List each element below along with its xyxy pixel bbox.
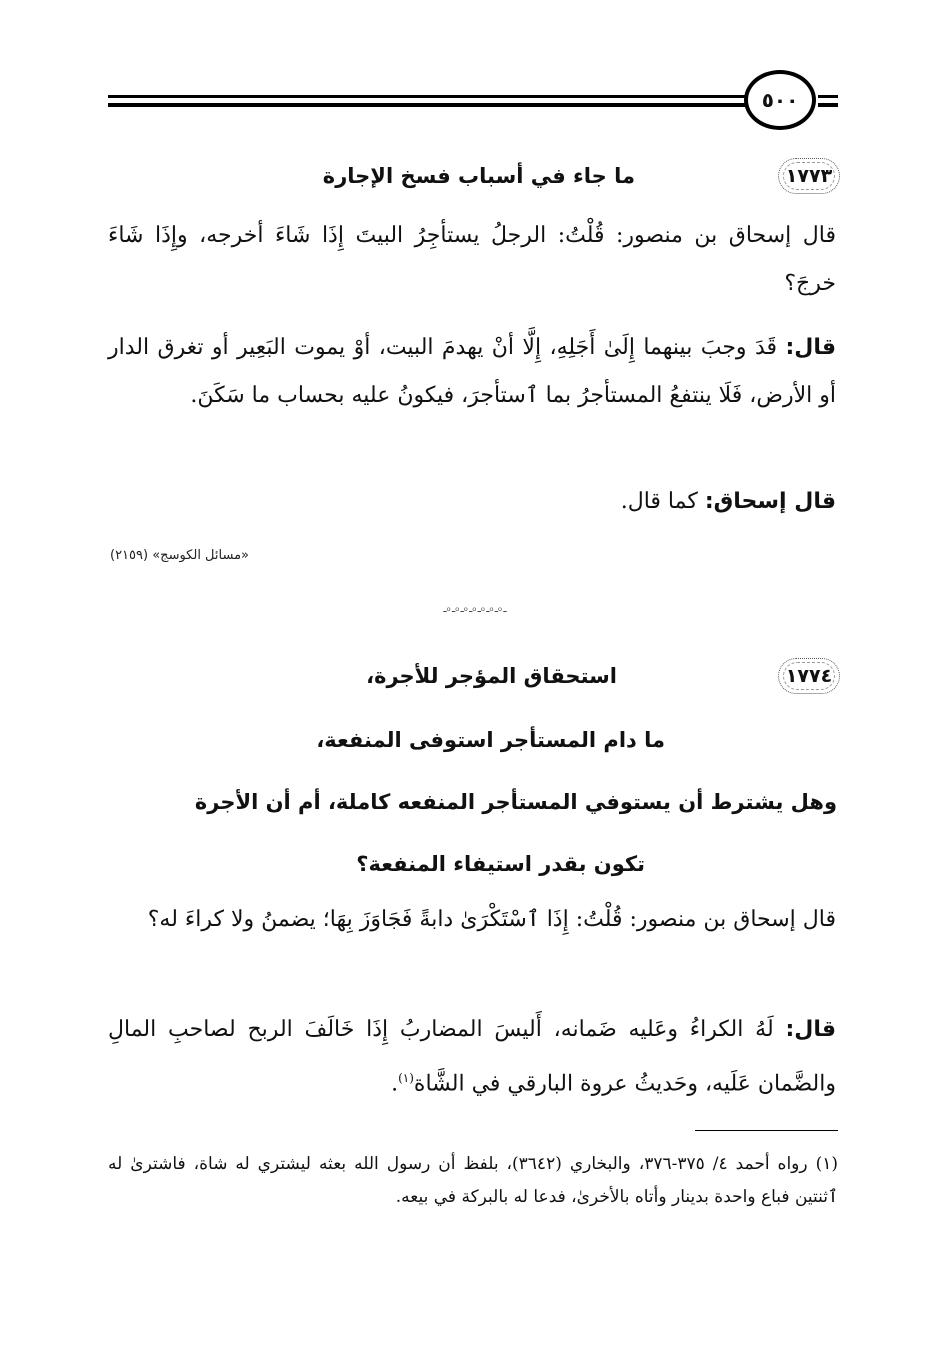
speaker-label: قال إسحاق: [704, 489, 836, 514]
answer-end: . [391, 1071, 399, 1097]
answer-text: لَهُ الكراءُ وعَليه ضَمانه، أَليسَ المضاربُ إِذَا خَالَفَ الربح لصاحبِ المالِ والضَّمان عَلَيه، وحَديثُ عروة البارقي في الشَّاة [108, 1017, 836, 1097]
header-rule-right-bottom [818, 103, 838, 107]
source-reference: «مسائل الكوسج» (٢١٥٩) [110, 548, 249, 563]
paragraph-question: قال إسحاق بن منصور: قُلْتُ: إِذَا ٱسْتَكْرَىٰ دابةً فَجَاوَزَ بِهَا؛ يضمنُ ولا كراءَ له؟ [147, 907, 836, 932]
section-divider-ornament: ـ৹ـ৹ـ৹ـ৹ـ৹ـ৹ـ৹ـ [443, 602, 507, 615]
answer-text: قَدَ وجبَ بينهما إِلَىٰ أَجَلِهِ، إِلَّا أنْ يهدمَ البيت، أوْ يموت البَعِير أو تغرق الدار أو الأرض، فَلَا ينتفعُ المستأجرُ بما ٱستأجرَ، فيكونُ عليه بحساب ما سَكَنَ. [108, 335, 836, 408]
footnote-rule [695, 1130, 838, 1131]
header-rule-top [108, 95, 748, 98]
speaker-label: قال: [785, 335, 836, 360]
header-rule-right-top [818, 95, 838, 98]
paragraph-question: قال إسحاق بن منصور: قُلْتُ: الرجلُ يستأجِرُ البيتَ إِذَا شَاءَ أخرجه، وإِذَا شَاءَ خرجَ؟ [108, 223, 836, 296]
paragraph-answer [108, 324, 836, 420]
page-number: ٥٠٠ [744, 70, 816, 130]
section-number-badge: ١٧٧٣ [778, 158, 840, 194]
section-number-badge: ١٧٧٤ [778, 658, 840, 694]
section-title-line3: وهل يشترط أن يستوفي المستأجر المنفعه كاملة، أم أن الأجرة [194, 790, 837, 814]
ishaq-text: كما قال. [620, 489, 705, 514]
section-title: ما جاء في أسباب فسخ الإجارة [322, 164, 635, 188]
section-title-line2: ما دام المستأجر استوفى المنفعة، [316, 728, 665, 752]
speaker-label: قال: [785, 1017, 836, 1042]
paragraph-answer [108, 1006, 836, 1108]
section-title-line1: استحقاق المؤجر للأجرة، [366, 664, 617, 688]
section-title-line4: تكون بقدر استيفاء المنفعة؟ [356, 852, 645, 876]
footnote: (١) رواه أحمد ٤/ ٣٧٥-٣٧٦، والبخاري (٣٦٤٢)، بلفظ أن رسول الله بعثه ليشتري له شاة، فاشترىٰ له ٱثنتين فباع واحدة بدينار وأتاه بالأخرىٰ، فدعا له بالبركة في بيعه. [108, 1154, 838, 1207]
footnote-marker: (١) [398, 1071, 414, 1085]
paragraph-ishaq [108, 478, 836, 526]
header-rule-bottom [108, 103, 748, 107]
